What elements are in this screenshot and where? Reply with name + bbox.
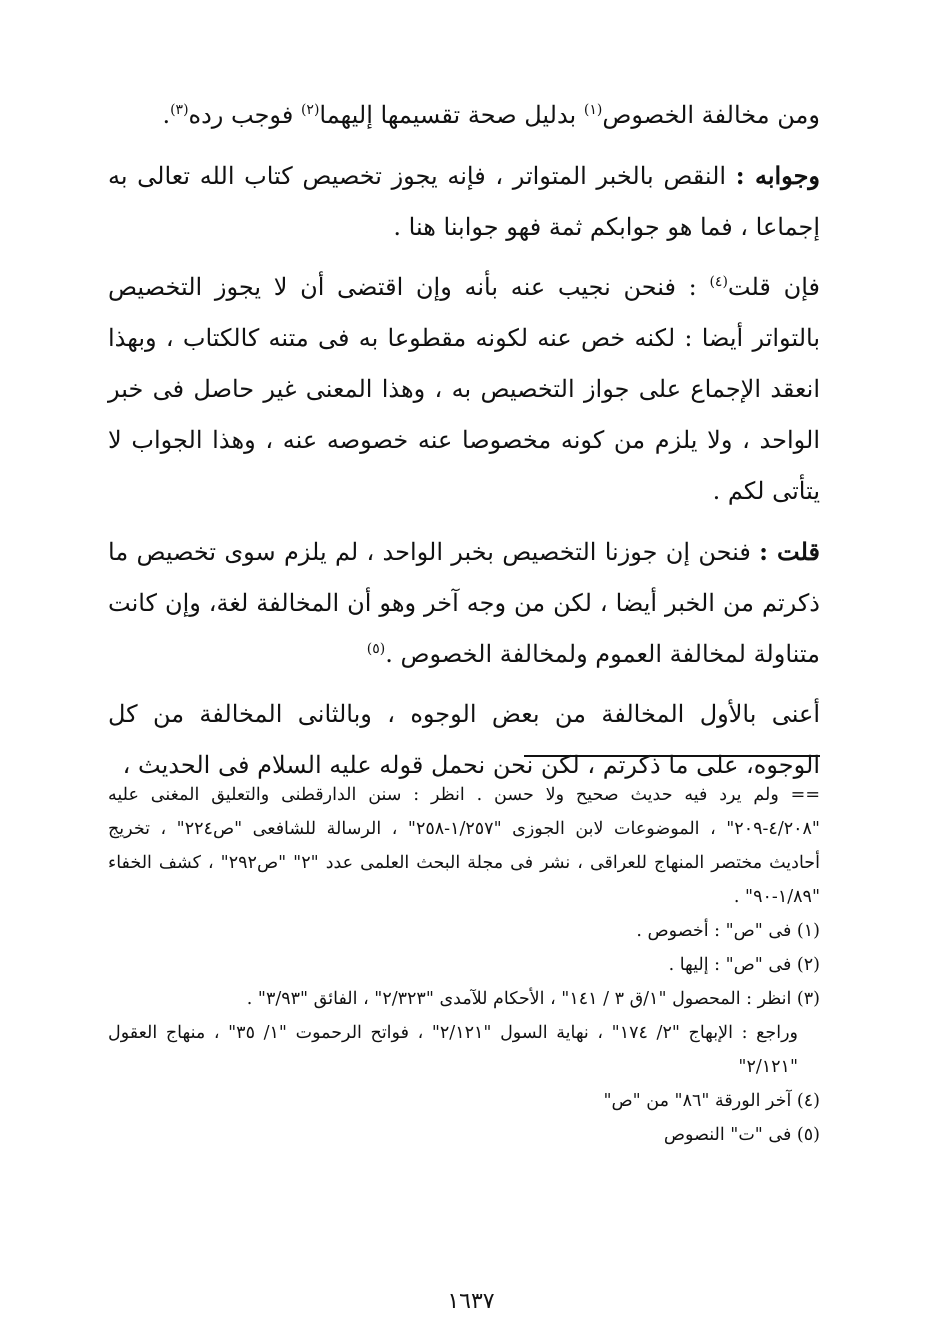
paragraph-4-lead: قلت : [759, 537, 820, 566]
paragraph-5-text: أعنى بالأول المخالفة من بعض الوجوه ، وبالثانى المخالفة من كل الوجوه، على ما ذكرتم ، لكن نحن نحمل قوله عليه السلام فى الحديث ، [108, 700, 820, 779]
paragraph-1 [108, 90, 820, 141]
page-number: ١٦٣٧ [447, 1289, 495, 1314]
footnote-ref-1: (١) [583, 102, 603, 118]
footnote-4: (٤) آخر الورقة "٨٦" من "ص" [603, 1091, 820, 1111]
paragraph-1-end: . [162, 101, 171, 129]
paragraph-1-text: ومن مخالفة الخصوص [602, 101, 820, 129]
footnotes [108, 778, 820, 1152]
footnote-3: (٣) انظر : المحصول "١/ق ٣ / ١٤١" ، الأحكام للآمدى "٢/٣٢٣" ، الفائق "٣/٩٣" . [246, 989, 820, 1009]
footnote-ref-4: (٤) [709, 274, 728, 290]
paragraph-1-text-2: بدليل صحة تقسيمها إليهما [319, 101, 584, 129]
paragraph-3-text-2: : فنحن نجيب عنه بأنه وإن اقتضى أن لا يجوز التخصيص بالتواتر أيضا : لكنه خص عنه لكونه مقطوعا به فى متنه كالكتاب ، وبهذا انعقد الإجماع على جواز التخصيص به ، وهذا المعنى غير حاصل فى خبر الواحد ، ولا يلزم من كونه مخصوصا عنه خصوصه عنه ، وهذا الجواب لا يتأتى لكم . [108, 273, 820, 505]
footnote-2: (٢) فى "ص" : إليها . [668, 955, 820, 975]
paragraph-5 [108, 689, 820, 791]
footnote-ref-2: (٢) [300, 102, 320, 118]
footnote-continuation: == ولم يرد فيه حديث صحيح ولا حسن . انظر : سنن الدارقطنى والتعليق المغنى عليه "٤/٢٠٨-٢٠٩" ، الموضوعات لابن الجوزى "١/٢٥٧-٢٥٨" ، الرسالة للشافعى "ص٢٢٤" ، تخريج أحاديث مختصر المنهاج للعراقى ، نشر فى مجلة البحث العلمى عدد "٢" "ص٢٩٢" ، كشف الخفاء "١/٨٩-٩٠" . [108, 785, 820, 907]
paragraph-4 [108, 526, 820, 680]
footnote-5: (٥) فى "ت" النصوص [663, 1125, 820, 1145]
paragraph-2-lead: وجوابه : [735, 161, 820, 190]
paragraph-2 [108, 150, 820, 253]
main-text [108, 90, 820, 800]
paragraph-3 [108, 262, 820, 517]
footnote-ref-5: (٥) [366, 641, 386, 657]
footnote-1: (١) فى "ص" : أخصوص . [636, 921, 820, 941]
paragraph-2-text: النقص بالخبر المتواتر ، فإنه يجوز تخصيص كتاب الله تعالى به إجماعا ، فما هو جوابكم ثمة فهو جوابنا هنا . [108, 162, 820, 241]
footnote-3-continued: وراجع : الإبهاج "٢/ ١٧٤" ، نهاية السول "٢/١٢١" ، فواتح الرحموت "١/ ٣٥" ، منهاج العقول "٢/١٢١" [108, 1023, 798, 1077]
footnote-ref-3: (٣) [170, 102, 189, 118]
footnote-divider [524, 755, 820, 757]
paragraph-4-text: فنحن إن جوزنا التخصيص بخبر الواحد ، لم يلزم سوى تخصيص ما ذكرتم من الخبر أيضا ، لكن من وجه آخر وهو أن المخالفة لغة، وإن كانت متناولة لمخالفة العموم ولمخالفة الخصوص . [108, 538, 820, 668]
paragraph-1-text-3: فوجب رده [188, 101, 301, 129]
paragraph-3-text: فإن قلت [727, 273, 821, 301]
